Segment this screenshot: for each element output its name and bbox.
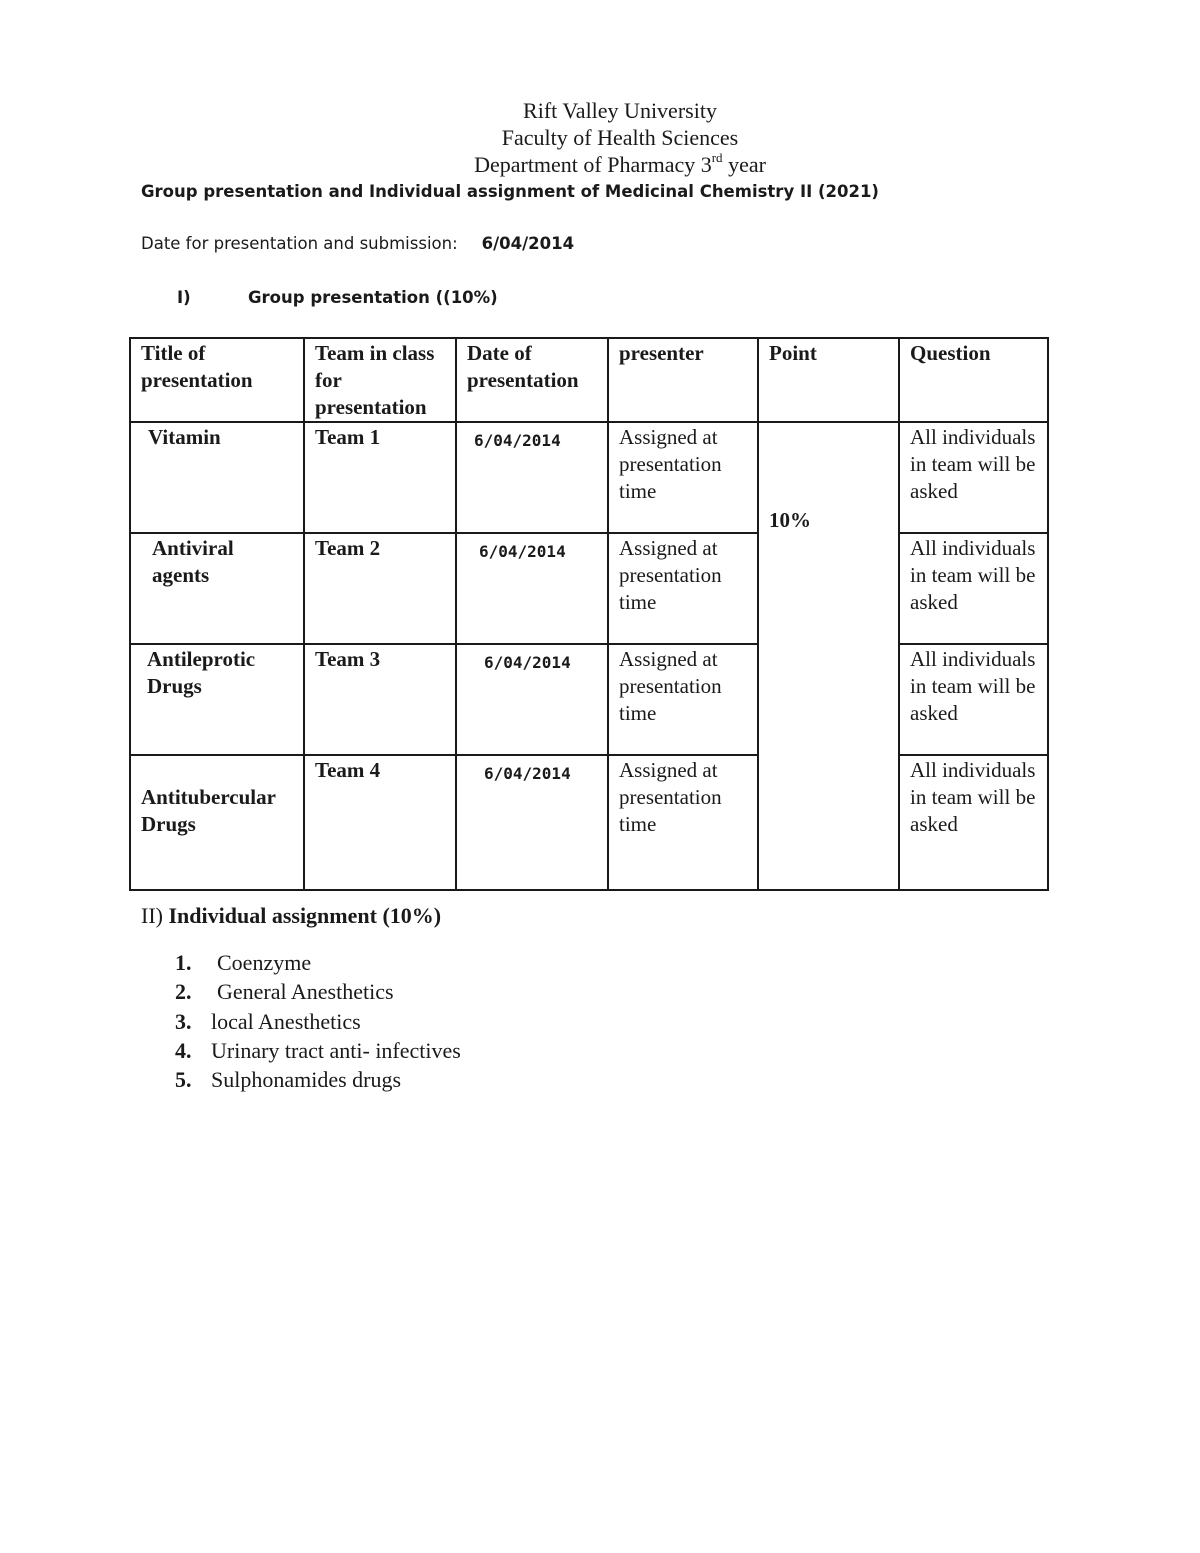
cell-presenter: Assigned at presentation time	[608, 533, 758, 644]
header-point: Point	[758, 338, 899, 422]
section-title: Group presentation ((10%)	[248, 288, 498, 307]
cell-presenter: Assigned at presentation time	[608, 422, 758, 533]
header-date: Date of presentation	[456, 338, 608, 422]
item-text: local Anesthetics	[211, 1008, 361, 1034]
cell-question: All individuals in team will be asked	[899, 755, 1048, 890]
cell-team: Team 1	[304, 422, 456, 533]
item-text: General Anesthetics	[217, 979, 394, 1005]
item-number: 5.	[175, 1067, 192, 1093]
cell-date: 6/04/2014	[456, 644, 608, 755]
department-line	[0, 151, 1200, 178]
section-title: Individual assignment (10%)	[168, 903, 442, 928]
cell-question: All individuals in team will be asked	[899, 533, 1048, 644]
year-word: year	[722, 152, 766, 177]
cell-point	[758, 422, 899, 890]
item-number: 3.	[175, 1008, 192, 1034]
cell-title: Antiviral agents	[130, 533, 304, 644]
table-header-row	[130, 338, 1048, 422]
list-item	[175, 1036, 461, 1065]
list-item	[175, 977, 461, 1006]
university-name: Rift Valley University	[523, 98, 717, 123]
list-item	[175, 948, 461, 977]
submission-date-line	[141, 234, 574, 253]
cell-presenter: Assigned at presentation time	[608, 644, 758, 755]
item-text: Sulphonamides drugs	[211, 1067, 402, 1093]
item-text: Urinary tract anti- infectives	[211, 1037, 461, 1063]
assignment-subject: Group presentation and Individual assignment of Medicinal Chemistry II (2021)	[141, 182, 879, 201]
faculty-name: Faculty of Health Sciences	[501, 125, 739, 150]
section-number: II)	[141, 903, 163, 928]
department-name: Department of Pharmacy 3	[474, 152, 712, 177]
section-individual-assignment-heading	[141, 903, 441, 929]
table-row	[130, 644, 1048, 755]
cell-question: All individuals in team will be asked	[899, 644, 1048, 755]
item-number: 4.	[175, 1037, 192, 1063]
cell-date: 6/04/2014	[456, 533, 608, 644]
table-row	[130, 755, 1048, 890]
assignment-list	[175, 948, 461, 1094]
cell-date: 6/04/2014	[456, 422, 608, 533]
table-row	[130, 533, 1048, 644]
cell-title: Antitubercular Drugs	[130, 755, 304, 890]
header-team: Team in class for presentation	[304, 338, 456, 422]
header-title: Title of presentation	[130, 338, 304, 422]
cell-team: Team 3	[304, 644, 456, 755]
cell-team: Team 2	[304, 533, 456, 644]
cell-question: All individuals in team will be asked	[899, 422, 1048, 533]
presentation-schedule-table	[129, 337, 1049, 891]
year-superscript: rd	[711, 149, 723, 165]
header-presenter: presenter	[608, 338, 758, 422]
cell-presenter: Assigned at presentation time	[608, 755, 758, 890]
submission-date-value: 6/04/2014	[481, 234, 575, 253]
list-item	[175, 1065, 461, 1094]
document-header	[0, 97, 1200, 178]
section-number: I)	[177, 288, 191, 307]
submission-date-label: Date for presentation and submission:	[141, 234, 458, 253]
table-row	[130, 422, 1048, 533]
cell-date: 6/04/2014	[456, 755, 608, 890]
point-value: 10%	[769, 508, 811, 532]
item-number: 1.	[175, 950, 192, 975]
cell-team: Team 4	[304, 755, 456, 890]
list-item	[175, 1007, 461, 1036]
cell-title: Antileprotic Drugs	[130, 644, 304, 755]
item-number: 2.	[175, 979, 192, 1005]
item-text: Coenzyme	[217, 950, 312, 975]
header-question: Question	[899, 338, 1048, 422]
cell-title: Vitamin	[130, 422, 304, 533]
